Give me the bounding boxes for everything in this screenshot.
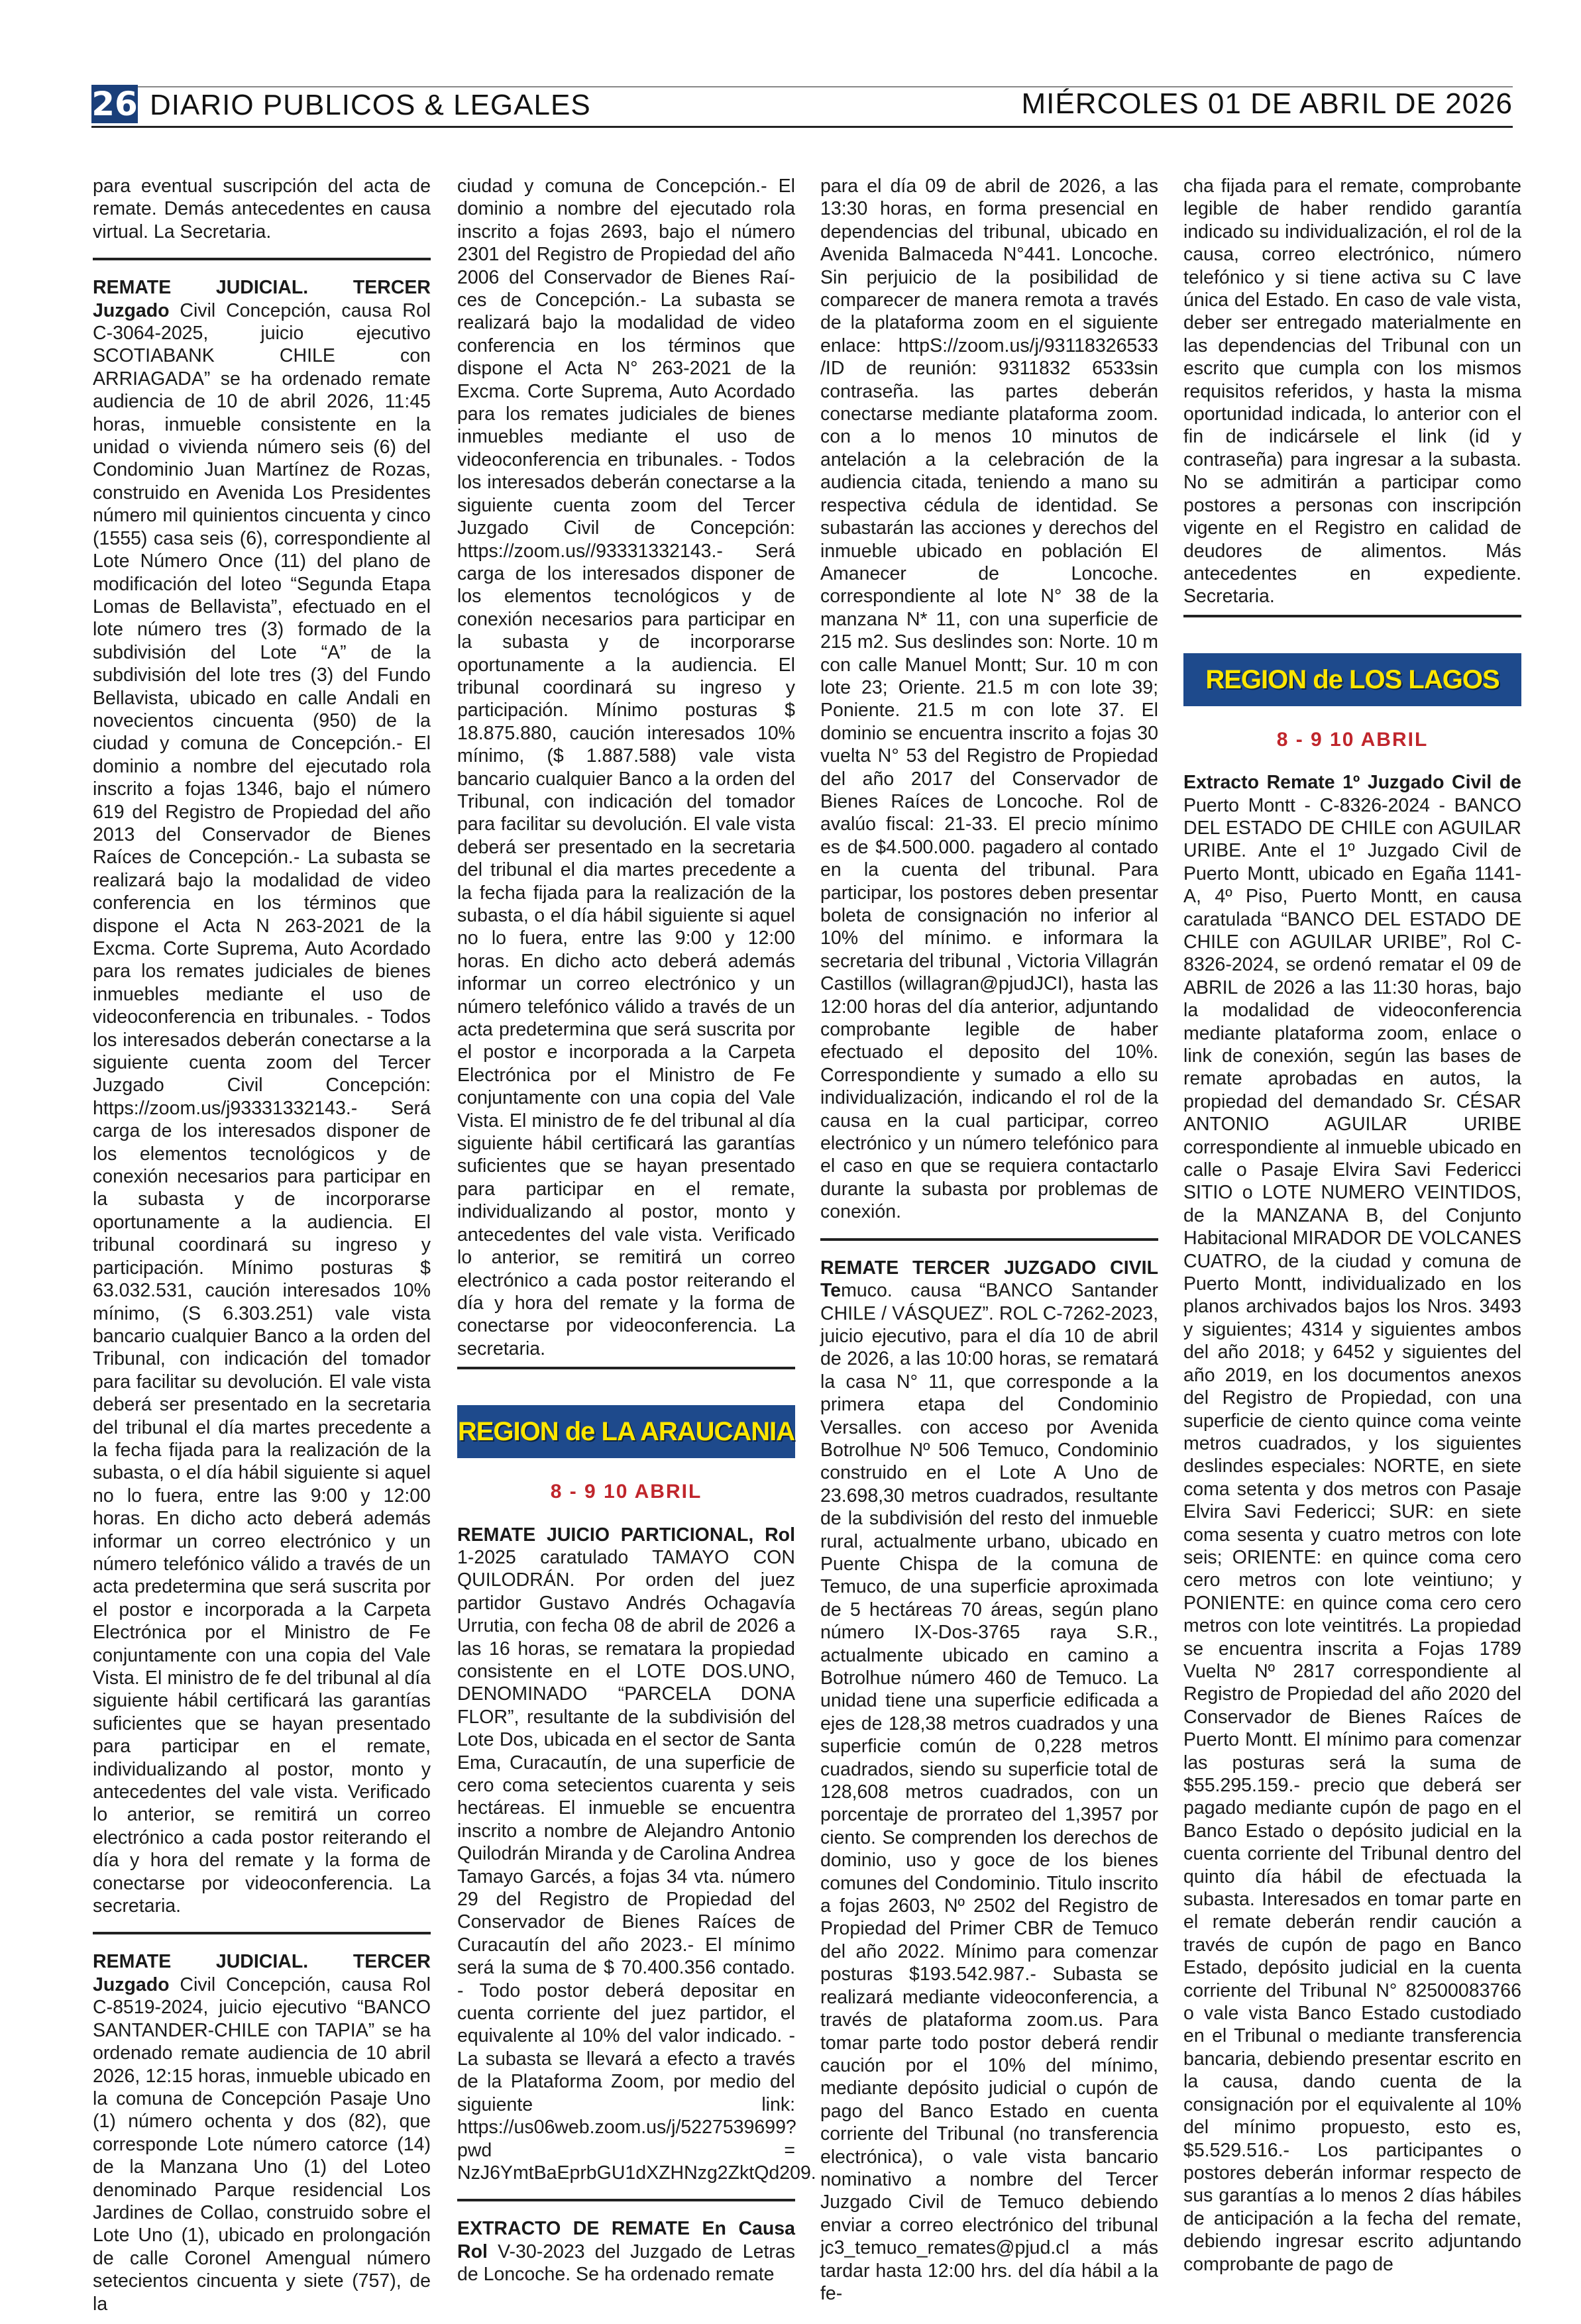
notice-lead: REMATE TERCER JUZGADO CIVIL Te (820, 1257, 1158, 1302)
notice-continuation: para el día 09 de abril de 2026, a las 13:30 horas, en forma presencial en dependencias del tribunal, ubicado en Avenida Balmaceda N°441. Loncoche. Sin perjuicio de la posibilidad de comparecer de manera remota a través de la plataforma zoom en el siguiente enlace: httpS://zoom.us/j/93118326533 /ID de reunión: 9311832 6533sin contraseña. las partes deberán conectarse mediante plataforma zoom. con a lo menos 10 minutos de antelación a la celebración de la audiencia citada, teniendo a mano su respectiva cédula de identidad. Se subastarán las acciones y derechos del inmueble ubicado en población El Amanecer de Loncoche. correspondiente al lote N° 38 de la manzana N* 11, con una superficie de 215 m2. Sus deslindes son: Norte. 10 m con calle Manuel Montt; Sur. 10 m con lote 23; Oriente. 21.5 m con lote 39; Poniente. 21.5 m con lote 37. El dominio se encuentra inscrito a fojas 30 vuelta N° 53 del Registro de Propiedad del año 2017 del Conservador de Bienes Raíces de Loncoche. Rol de avalúo fiscal: 21-33. El precio mínimo es de $4.500.000. pagadero al contado en la cuenta del tribunal. Para participar, los postores deben presentar boleta de consignación no inferior al 10% del mínimo. e informara la secretaria del tribunal , Victoria Villagrán Castillos (willagran@pjudJCI), hasta las 12:00 horas del día anterior, adjuntando comprobante legible de haber efectuado el deposito del 10%. Correspondiente y sumado a ello su individualización, indicando el rol de la causa en la cual participar, correo electrónico y un número telefónico para el caso en que se requiera contactarlo durante la subasta por problemas de conexión. (820, 176, 1158, 1223)
publication-dates: 8 - 9 10 ABRIL (550, 1481, 702, 1503)
notice-body: Civil Concepción, causa Rol C-8519-2024, juicio ejecutivo “BANCO SANTANDER-CHILE con TAPIA” se ha ordenado remate audiencia de 10 abril 2026, 12:15 horas, inmueble ubicado en la comuna de Concepción Pasaje Uno (1) número ochenta y dos (82), que corresponde Lote número catorce (14) de la Manzana Uno (1) del Loteo denominado Parque residencial Los Jardines de Collao, construido sobre el Lote Uno (1), ubicado en prolongación de calle Coronel Amengual número setecientos cincuenta y siete (757), de la (93, 1974, 431, 2315)
column-4 (1183, 175, 1521, 2295)
notice-separator (93, 258, 431, 260)
column-2 (457, 175, 816, 2295)
notice-remate-santander-tapia (93, 1950, 431, 2315)
notice-extracto-loncoche (457, 2217, 795, 2286)
header-rule (91, 126, 1513, 128)
publication-dates: 8 - 9 10 ABRIL (1276, 728, 1429, 751)
publication-name: DIARIO PUBLICOS & LEGALES (150, 89, 591, 121)
notice-continuation: ciudad y comuna de Concepción.- El dominio a nombre del ejecutado rola inscrito a fojas 2693, bajo el número 2301 del Registro de Propiedad del año 2006 del Conservador de Bienes Raí-ces de Concepción.- La subasta se realizará bajo la modalidad de video conferencia en los términos que dispone el Acta N° 263-2021 de la Excma. Corte Suprema, Auto Acordado para los remates judiciales de bienes inmuebles mediante el uso de videoconferencia en tribunales. - Todos los interesados deberán conectarse a la siguiente cuenta zoom del Tercer Juzgado Civil de Concepción: https://zoom.us//93331332143.- Será carga de los interesados disponer de los elementos tecnológicos y de conexión necesarios para participar en la subasta y de incorporarse oportunamente a la audiencia. El tribunal coordinará su ingreso y participación. Mínimo posturas $ 18.875.880, caución interesados 10% mínimo, ($ 1.887.588) vale vista bancario cualquier Banco a la orden del Tribunal, con indicación del tomador para facilitar su devolución. El vale vista deberá ser presentado en la secretaria del tribunal el dia martes precedente a la fecha fijada para la realización de la subasta, o el día hábil siguiente si aquel no lo fuera, entre las 9:00 y 12:00 horas. En dicho acto deberá además informar un correo electrónico y un número telefónico válido a través de un acta predetermina que será suscrita por el postor e incorporada a la Carpeta Electrónica por el Ministro de Fe conjuntamente con una copia del Vale Vista. El ministro de fe del tribunal al día siguiente hábil certificará las garantías suficientes que se hayan presentado para participar en el remate, individualizando al postor, monto y antecedentes del vale vista. Verificado lo anterior, se remitirá un correo electrónico a cada postor reiterando el día y hora del remate y la forma de conectarse por videoconferencia. La secretaria. (457, 176, 795, 1359)
notice-intro: para eventual suscripción del acta de remate. Demás antecedentes en causa virtual. La Secretaria. (93, 176, 431, 242)
notice-remate-particional (457, 1524, 816, 2185)
notice-separator (457, 2199, 795, 2201)
notice-body: muco. causa “BANCO Santander CHILE / VÁSQUEZ”. ROL C-7262-2023, juicio ejecutivo, para el día 10 de abril de 2026, a las 10:00 horas, se rematará la casa N° 11, que corresponde a la primera etapa del Condominio Versalles. con acceso por Avenida Botrolhue Nº 506 Temuco, Condominio construido en el Lote A Uno de 23.698,30 metros cuadrados, resultante de la subdivisión del resto del inmueble rural, actualmente urbano, ubicado en Puente Chispa de la comuna de Temuco, de una superficie aproximada de 5 hectáreas 70 áreas, según plano número IX-Dos-3765 raya S.R., actualmente ubicado en camino a Botrolhue número 460 de Temuco. La unidad tiene una superficie edificada a ejes de 128,38 metros cuadrados y una superficie común de 0,228 metros cuadrados, siendo su superficie total de 128,608 metros cuadrados, con un porcentaje de prorrateo del 1,3957 por ciento. Se comprenden los derechos de dominio, uso y goce de los bienes comunes del Condominio. Titulo inscrito a fojas 2603, Nº 2502 del Registro de Propiedad del Primer CBR de Temuco del año 2022. Mínimo para comenzar posturas $193.542.987.- Subasta se realizará mediante videoconferencia, a través de plataforma zoom.us. Para tomar parte todo postor deberá rendir caución por el 10% del mínimo, mediante depósito judicial o cupón de pago del Banco Estado en cuenta corriente del Tribunal (no transferencia electrónica), o vale vista bancario nominativo a nombre del Tercer Juzgado Civil de Temuco debiendo enviar a correo electrónico del tribunal jc3_temuco_remates@pjud.cl a más tardar hasta 12:00 hrs. del día hábil a la fe- (820, 1280, 1158, 2304)
notice-remate-scotiabank (93, 276, 431, 1917)
notice-lead: REMATE JUDICIAL. TERCER Juzgado (93, 277, 431, 321)
column-1 (93, 175, 431, 2315)
notice-body: Civil Concepción, causa Rol C-3064-2025, juicio ejecutivo SCOTIABANK CHILE con ARRIAGADA” se ha ordenado remate audiencia de 10 de abril 2026, 11:45 horas, inmueble consistente en la unidad o vivienda número seis (6) del Condominio Juan Martínez de Rozas, construido en Avenida Los Presidentes número mil quinientos cincuenta y cinco (1555) casa seis (6), correspondiente al Lote Número Once (11) del plano de modificación del loteo “Segunda Etapa Lomas de Bellavista”, efectuado en el lote número tres (3) formado de la subdivisión del Lote “A” de la subdivisión del lote tres (3) del Fundo Bellavista, ubicado en calle Andali en novecientos cincuenta (950) de la ciudad y comuna de Concepción.- El dominio a nombre del ejecutado rola inscrito a fojas 1346, bajo el número 619 del Registro de Propiedad del año 2013 del Conservador de Bienes Raíces de Concepción.- La subasta se realizará bajo la modalidad de video conferencia en los términos que dispone el Acta N 263-2021 de la Excma. Corte Suprema, Auto Acordado para los remates judiciales de bienes inmuebles mediante el uso de videoconferencia en tribunales. - Todos los interesados deberán conectarse a la siguiente cuenta zoom del Tercer Juzgado Civil Concepción: https://zoom.us/j93331332143.- Será carga de los interesados disponer de los elementos tecnológicos y de conexión necesarios para participar en la subasta y de incorporarse oportunamente a la audiencia. El tribunal coordinará su ingreso y participación. Mínimo posturas $ 63.032.531, caución interesados 10% mínimo, (S 6.303.251) vale vista bancario cualquier Banco a la orden del Tribunal, con indicación del tomador para facilitar su devolución. El vale vista deberá ser presentado en la secretaria del tribunal el día martes precedente a la fecha fijada para la realización de la subasta, o el día hábil siguiente si aquel no lo fuera, entre las 9:00 y 12:00 horas. En dicho acto deberá además informar un correo electrónico y un número telefónico válido a través de un acta predetermina que será suscrita por el postor e incorporada a la Carpeta Electrónica por el Ministro de Fe conjuntamente con una copia del Vale Vista. El ministro de fe del tribunal al día siguiente hábil certificará las garantías suficientes que se hayan presentado para participar en el remate, individualizando al postor, monto y antecedentes del vale vista. Verificado lo anterior, se remitirá un correo electrónico a cada postor reiterando el día y hora del remate y la forma de conectarse por videoconferencia. La secretaria. (93, 299, 431, 1917)
notice-remate-temuco (820, 1257, 1158, 2305)
region-banner-los-lagos: REGION de LOS LAGOS (1183, 653, 1521, 706)
notice-separator (820, 1238, 1158, 1241)
notice-lead: REMATE JUICIO PARTICIONAL, Rol (457, 1524, 795, 1546)
region-section (457, 1367, 795, 1458)
notice-lead: Extracto Remate 1º Juzgado Civil de (1183, 772, 1521, 794)
notice-body: Puerto Montt - C-8326-2024 - BANCO DEL ESTADO DE CHILE con AGUILAR URIBE. Ante el 1º Juzgado Civil de Puerto Montt, ubicado en Egaña 1141-A, 4º Piso, Puerto Montt, en causa caratulada “BANCO DEL ESTADO DE CHILE con AGUILAR URIBE”, Rol C-8326-2024, se ordenó rematar el 09 de ABRIL de 2026 a las 11:30 horas, bajo la modalidad de videoconferencia mediante plataforma zoom, enlace o link de conexión, según las bases de remate aprobadas en autos, la propiedad del demandado Sr. CÉSAR ANTONIO AGUILAR URIBE correspondiente al inmueble ubicado en calle o Pasaje Elvira Savi Federicci SITIO o LOTE NUMERO VEINTIDOS, de la MANZANA B, del Conjunto Habitacional MIRADOR DE VOLCANES CUATRO, de la ciudad y comuna de Puerto Montt, individualizado en los planos archivados bajos los Nros. 3493 y siguientes; 4314 y siguientes ambos del año 2018; y 6452 y siguientes del año 2019, en los documentos anexos del Registro de Propiedad, con una superficie de ciento quince coma veinte metros cuadrados, y los siguientes deslindes especiales: NORTE, en siete coma setenta y dos metros con Pasaje Elvira Savi Federicci; SUR: en siete coma sesenta y cuatro metros con lote seis; ORIENTE: en quince coma cero cero metros con lote veintiuno; y PONIENTE: en quince coma cero cero metros con lote veintitrés. La propiedad se encuentra inscrita a Fojas 1789 Vuelta Nº 2817 correspondiente al Registro de Propiedad del año 2020 del Conservador de Bienes Raíces de Puerto Montt. El mínimo para comenzar las posturas será la suma de $55.295.159.- precio que deberá ser pagado mediante cupón de pago en el Banco Estado o depósito judicial en la cuenta corriente del Tribunal dentro del quinto día hábil de efectuada la subasta. Interesados en tomar parte en el remate deberán rendir caución a través de cupón de pago en Banco Estado, depósito judicial en la cuenta corriente del Tribunal N° 82500083766 o vale vista Banco Estado custodiado en el Tribunal o mediante transferencia bancaria, debiendo presentar escrito en la causa, dando cuenta de la consignación por el equivalente al 10% del mínimo propuesto, esto es, $5.529.516.- Los participantes o postores deberán informar respecto de sus garantías a lo menos 2 días hábiles de anticipación a la fecha del remate, debiendo ingresar escrito adjuntando comprobante de pago de (1183, 794, 1521, 2275)
notice-body: V-30-2023 del Juzgado de Letras de Loncoche. Se ha ordenado remate (457, 2241, 795, 2286)
notice-lead: REMATE JUDICIAL. TERCER Juzgado (93, 1951, 431, 1995)
region-banner-araucania: REGION de LA ARAUCANIA (457, 1405, 795, 1458)
notice-lead: EXTRACTO DE REMATE En Causa Rol (457, 2218, 795, 2262)
publication-date: MIÉRCOLES 01 DE ABRIL DE 2026 (1021, 87, 1513, 120)
page-header (91, 85, 1513, 126)
page-number: 26 (91, 85, 138, 123)
notice-continuation: cha fijada para el remate, comprobante legible de haber rendido garantía indicado su individualización, el rol de la causa, correo electrónico, número telefónico y si tiene activa su C lave única del Estado. En caso de vale vista, deber ser entregado materialmente en las dependencias del Tribunal con un escrito que cumpla con los mismos requisitos referidos, y hasta la misma oportunidad indicada, lo anterior con el fin de indicársele el link (id y contraseña) para ingresar a la subasta. No se admitirán a participar como postores a personas con inscripción vigente en el Registro en calidad de deudores de alimentos. Más antecedentes en expediente. Secretaria. (1183, 176, 1521, 607)
notice-separator (93, 1932, 431, 1934)
region-section (1183, 615, 1521, 706)
notice-extracto-puerto-montt (1183, 771, 1521, 2276)
notice-body: 1-2025 caratulado TAMAYO CON QUILODRÁN. Por orden del juez partidor Gustavo Andrés Ochagavía Urrutia, con fecha 08 de abril de 2026 a las 16 horas, se rematara la propiedad consistente en el LOTE DOS.UNO, DENOMINADO “PARCELA DONA FLOR”, resultante de la subdivisión del Lote Dos, ubicada en el sector de Santa Ema, Curacautín, de una superficie de cero coma setecientos cuarenta y seis hectáreas. El inmueble se encuentra inscrito a nombre de Alejandro Antonio Quilodrán Miranda y de Carolina Andrea Tamayo Garcés, a fojas 34 vta. número 29 del Registro de Propiedad del Conservador de Bienes Raíces de Curacautín del año 2023.- El mínimo será la suma de $ 70.400.356 contado. - Todo postor deberá depositar en cuenta corriente del juez partidor, el equivalente al 10% del valor indicado. - La subasta se llevará a efecto a través de la Plataforma Zoom, por medio del siguiente link: https://us06web.zoom.us/j/5227539699? pwd = NzJ6YmtBaEprbGU1dXZHNzg2ZktQd209. (457, 1546, 816, 2184)
column-3 (820, 175, 1158, 2304)
